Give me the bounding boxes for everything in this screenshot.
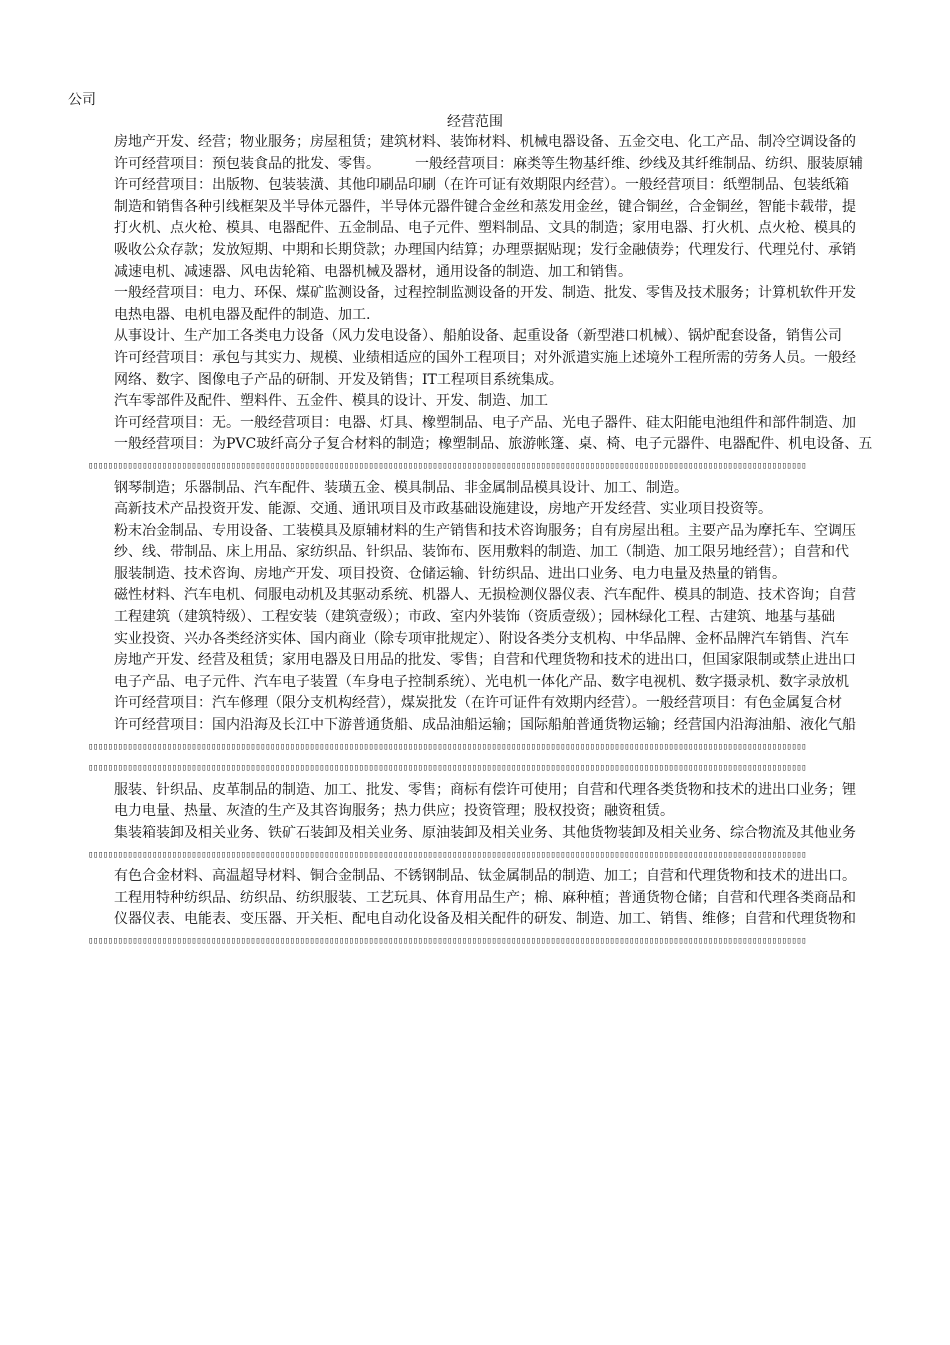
business-scope-list	[0, 132, 950, 953]
scope-text-line: 从事设计、生产加工各类电力设备（风力发电设备）、船舶设备、起重设备（新型港口机械）、锅炉配套设备，销售公司	[114, 328, 842, 345]
company-label: 公司	[68, 92, 96, 108]
scope-text-line: 许可经营项目：承包与其实力、规模、业绩相适应的国外工程项目；对外派遣实施上述境外工程所需的劳务人员。一般经	[114, 349, 856, 366]
scope-text-line: 电热电器、电机电器及配件的制造、加工.	[114, 306, 371, 323]
scope-text-line: 实业投资、兴办各类经济实体、国内商业（除专项审批规定）、附设各类分支机构、中华品牌、金杯品牌汽车销售、汽车	[114, 630, 849, 647]
scope-text-line: 粉末冶金制品、专用设备、工装模具及原辅材料的生产销售和技术咨询服务；自有房屋出租。主要产品为摩托车、空调压	[114, 522, 856, 539]
scope-text-line: 许可经营项目：出版物、包装装潢、其他印刷品印刷（在许可证有效期限内经营）。一般经营项目：纸塑制品、包装纸箱	[114, 177, 849, 194]
garbled-text-line: ▯▯▯▯▯▯▯▯▯▯▯▯▯▯▯▯▯▯▯▯▯▯▯▯▯▯▯▯▯▯▯▯▯▯▯▯▯▯▯▯▯▯▯▯▯▯▯▯▯▯▯▯▯▯▯▯▯▯▯▯▯▯▯▯▯▯▯▯▯▯▯▯▯▯▯▯▯▯▯▯▯▯▯▯▯▯▯▯▯▯▯▯▯▯▯▯▯▯▯▯▯▯▯▯▯▯▯▯▯▯▯▯▯▯▯▯▯▯▯▯▯▯▯▯▯▯▯▯▯▯▯▯▯▯▯▯▯▯▯▯▯▯▯▯▯▯	[88, 935, 807, 946]
scope-text-line: 房地产开发、经营及租赁；家用电器及日用品的批发、零售；自营和代理货物和技术的进出口，但国家限制或禁止进出口	[114, 652, 856, 669]
scope-text-line: 高新技术产品投资开发、能源、交通、通讯项目及市政基础设施建设，房地产开发经营、实业项目投资等。	[114, 501, 772, 518]
scope-text-line: 钢琴制造；乐器制品、汽车配件、装璜五金、模具制品、非金属制品模具设计、加工、制造。	[114, 479, 688, 496]
scope-text-line: 打火机、点火枪、模具、电器配件、五金制品、电子元件、塑料制品、文具的制造；家用电器、打火机、点火枪、模具的	[114, 220, 856, 237]
scope-text-line: 许可经营项目：汽车修理（限分支机构经营），煤炭批发（在许可证件有效期内经营）。一般经营项目：有色金属复合材	[114, 695, 842, 712]
scope-text-line: 一般经营项目：为PVC玻纤高分子复合材料的制造；橡塑制品、旅游帐篷、桌、椅、电子元器件、电器配件、机电设备、五	[114, 436, 873, 453]
scope-text-line: 许可经营项目：国内沿海及长江中下游普通货船、成品油船运输；国际船舶普通货物运输；经营国内沿海油船、液化气船	[114, 717, 856, 734]
garbled-text-line: ▯▯▯▯▯▯▯▯▯▯▯▯▯▯▯▯▯▯▯▯▯▯▯▯▯▯▯▯▯▯▯▯▯▯▯▯▯▯▯▯▯▯▯▯▯▯▯▯▯▯▯▯▯▯▯▯▯▯▯▯▯▯▯▯▯▯▯▯▯▯▯▯▯▯▯▯▯▯▯▯▯▯▯▯▯▯▯▯▯▯▯▯▯▯▯▯▯▯▯▯▯▯▯▯▯▯▯▯▯▯▯▯▯▯▯▯▯▯▯▯▯▯▯▯▯▯▯▯▯▯▯▯▯▯▯▯▯▯▯▯▯▯▯▯▯▯	[88, 741, 807, 752]
scope-text-line: 仪器仪表、电能表、变压器、开关柜、配电自动化设备及相关配件的研发、制造、加工、销售、维修；自营和代理货物和	[114, 911, 856, 928]
scope-text-line: 电力电量、热量、灰渣的生产及其咨询服务；热力供应；投资管理；股权投资；融资租赁。	[114, 803, 674, 820]
business-scope-heading: 经营范围	[447, 114, 503, 130]
garbled-text-line: ▯▯▯▯▯▯▯▯▯▯▯▯▯▯▯▯▯▯▯▯▯▯▯▯▯▯▯▯▯▯▯▯▯▯▯▯▯▯▯▯▯▯▯▯▯▯▯▯▯▯▯▯▯▯▯▯▯▯▯▯▯▯▯▯▯▯▯▯▯▯▯▯▯▯▯▯▯▯▯▯▯▯▯▯▯▯▯▯▯▯▯▯▯▯▯▯▯▯▯▯▯▯▯▯▯▯▯▯▯▯▯▯▯▯▯▯▯▯▯▯▯▯▯▯▯▯▯▯▯▯▯▯▯▯▯▯▯▯▯▯▯▯▯▯▯▯	[88, 460, 807, 471]
scope-text-line: 纱、线、带制品、床上用品、家纺织品、针织品、装饰布、医用敷料的制造、加工（制造、加工限另地经营）；自营和代	[114, 544, 849, 561]
scope-text-line: 房地产开发、经营；物业服务；房屋租赁；建筑材料、装饰材料、机械电器设备、五金交电、化工产品、制冷空调设备的	[114, 134, 856, 150]
scope-text-line: 磁性材料、汽车电机、伺服电动机及其驱动系统、机器人、无损检测仪器仪表、汽车配件、模具的制造、技术咨询；自营	[114, 587, 856, 604]
scope-text-line: 工程建筑（建筑特级）、工程安装（建筑壹级）；市政、室内外装饰（资质壹级）；园林绿化工程、古建筑、地基与基础	[114, 609, 835, 626]
scope-text-line: 服装、针织品、皮革制品的制造、加工、批发、零售；商标有偿许可使用；自营和代理各类货物和技术的进出口业务；锂	[114, 781, 856, 798]
garbled-text-line: ▯▯▯▯▯▯▯▯▯▯▯▯▯▯▯▯▯▯▯▯▯▯▯▯▯▯▯▯▯▯▯▯▯▯▯▯▯▯▯▯▯▯▯▯▯▯▯▯▯▯▯▯▯▯▯▯▯▯▯▯▯▯▯▯▯▯▯▯▯▯▯▯▯▯▯▯▯▯▯▯▯▯▯▯▯▯▯▯▯▯▯▯▯▯▯▯▯▯▯▯▯▯▯▯▯▯▯▯▯▯▯▯▯▯▯▯▯▯▯▯▯▯▯▯▯▯▯▯▯▯▯▯▯▯▯▯▯▯▯▯▯▯▯▯▯▯	[88, 849, 807, 860]
scope-text-line: 许可经营项目：预包装食品的批发、零售。 一般经营项目：麻类等生物基纤维、纱线及其纤维制品、纺织、服装原辅	[114, 155, 863, 172]
scope-text-line: 减速电机、减速器、风电齿轮箱、电器机械及器材，通用设备的制造、加工和销售。	[114, 263, 632, 280]
garbled-text-line: ▯▯▯▯▯▯▯▯▯▯▯▯▯▯▯▯▯▯▯▯▯▯▯▯▯▯▯▯▯▯▯▯▯▯▯▯▯▯▯▯▯▯▯▯▯▯▯▯▯▯▯▯▯▯▯▯▯▯▯▯▯▯▯▯▯▯▯▯▯▯▯▯▯▯▯▯▯▯▯▯▯▯▯▯▯▯▯▯▯▯▯▯▯▯▯▯▯▯▯▯▯▯▯▯▯▯▯▯▯▯▯▯▯▯▯▯▯▯▯▯▯▯▯▯▯▯▯▯▯▯▯▯▯▯▯▯▯▯▯▯▯▯▯▯▯▯	[88, 763, 807, 774]
scope-text-line: 电子产品、电子元件、汽车电子装置（车身电子控制系统）、光电机一体化产品、数字电视机、数字摄录机、数字录放机	[114, 673, 849, 690]
scope-text-line: 集装箱装卸及相关业务、铁矿石装卸及相关业务、原油装卸及相关业务、其他货物装卸及相关业务、综合物流及其他业务	[114, 825, 856, 841]
scope-text-line: 汽车零部件及配件、塑料件、五金件、模具的设计、开发、制造、加工	[114, 393, 548, 410]
scope-text-line: 一般经营项目：电力、环保、煤矿监测设备，过程控制监测设备的开发、制造、批发、零售及技术服务；计算机软件开发	[114, 285, 856, 302]
scope-text-line: 制造和销售各种引线框架及半导体元器件，半导体元器件键合金丝和蒸发用金丝，键合铜丝，合金铜丝，智能卡载带，提	[114, 198, 856, 215]
scope-text-line: 网络、数字、图像电子产品的研制、开发及销售；IT工程项目系统集成。	[114, 371, 563, 388]
scope-text-line: 吸收公众存款；发放短期、中期和长期贷款；办理国内结算；办理票据贴现；发行金融债券；代理发行、代理兑付、承销	[114, 241, 856, 258]
scope-text-line: 许可经营项目：无。一般经营项目：电器、灯具、橡塑制品、电子产品、光电子器件、硅太阳能电池组件和部件制造、加	[114, 414, 856, 431]
scope-text-line: 工程用特种纺织品、纺织品、纺织服装、工艺玩具、体育用品生产；棉、麻种植；普通货物仓储；自营和代理各类商品和	[114, 889, 856, 906]
scope-text-line: 服装制造、技术咨询、房地产开发、项目投资、仓储运输、针纺织品、进出口业务、电力电量及热量的销售。	[114, 565, 786, 582]
scope-text-line: 有色合金材料、高温超导材料、铜合金制品、不锈钢制品、钛金属制品的制造、加工；自营和代理货物和技术的进出口。	[114, 868, 856, 885]
